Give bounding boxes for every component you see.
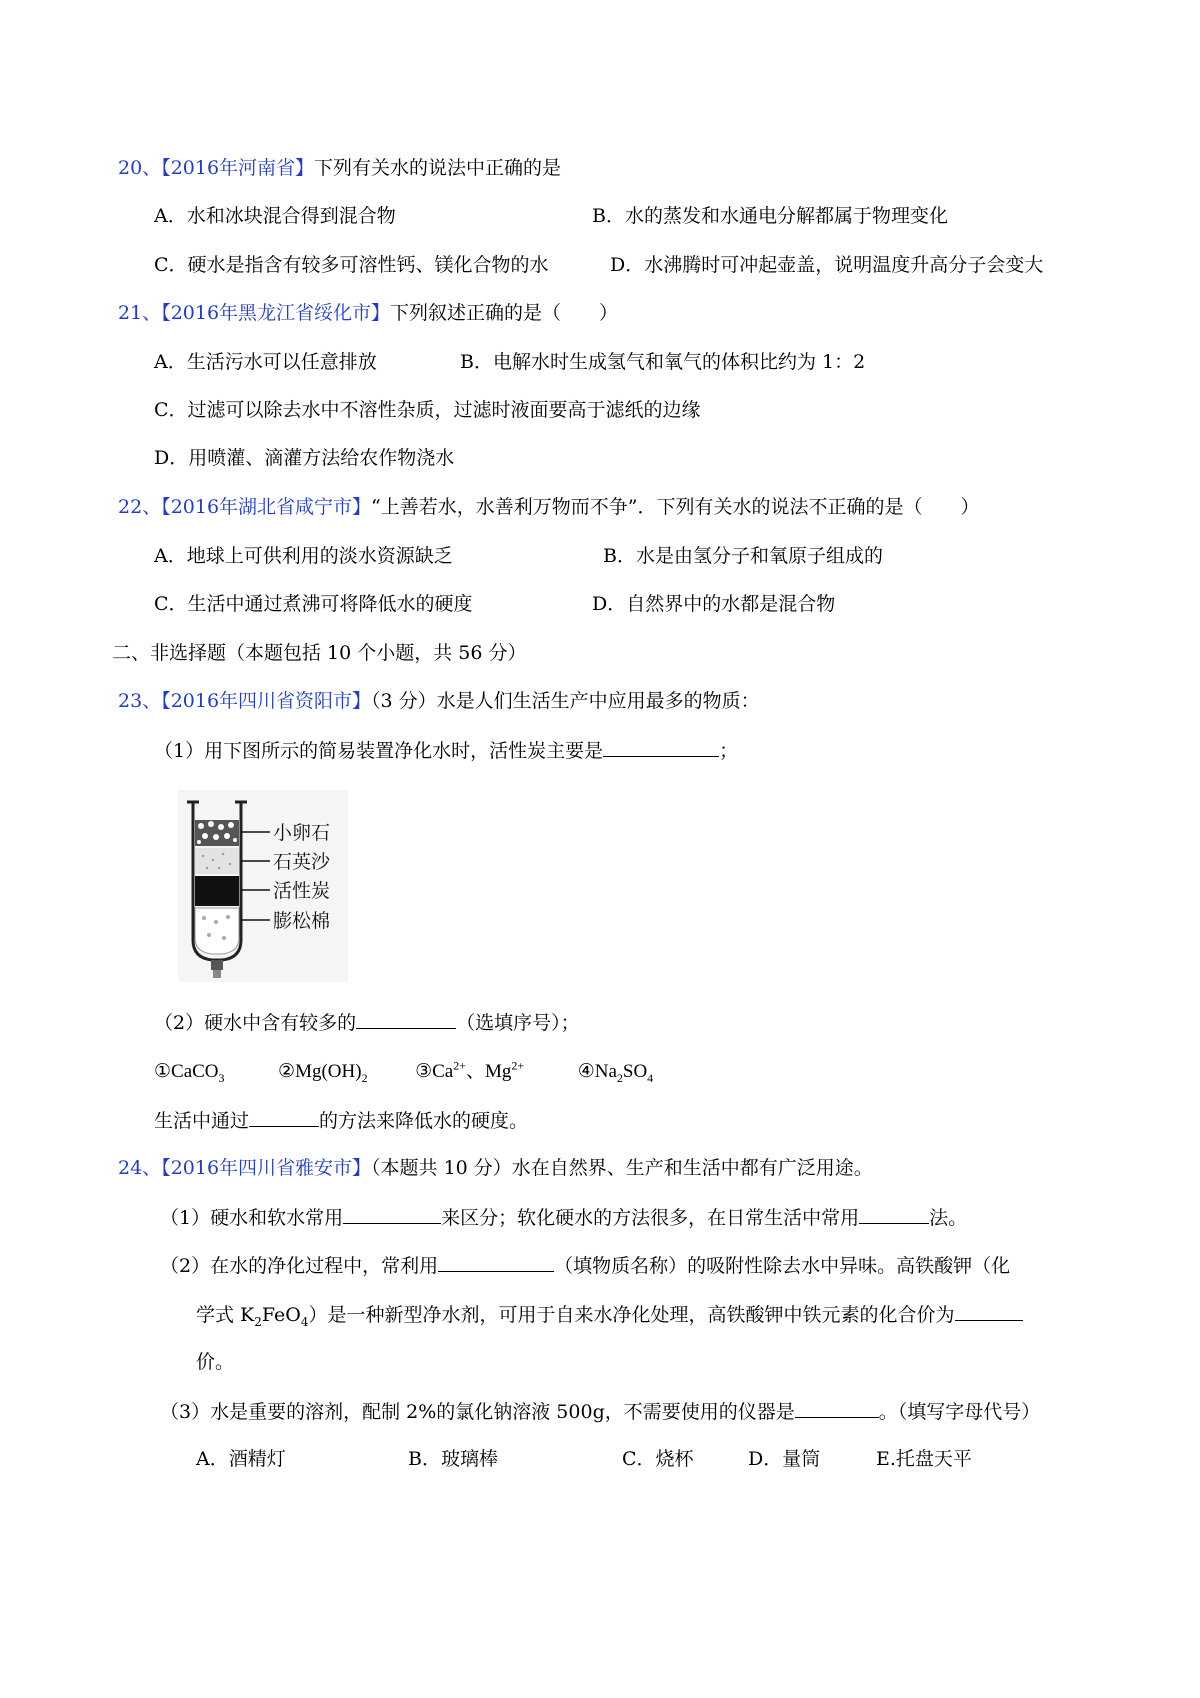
- question-number: 20、: [118, 157, 162, 179]
- option-a: A．酒精灯: [196, 1448, 286, 1470]
- figure-label-cotton: 膨松棉: [273, 910, 331, 932]
- answer-blank: [859, 1205, 929, 1224]
- question-23-part-1: （1）用下图所示的简易装置净化水时，活性炭主要是 ；: [154, 740, 739, 762]
- answer-blank: [356, 1010, 456, 1029]
- option-d: D．自然界中的水都是混合物: [592, 593, 836, 615]
- option-d: D．用喷灌、滴灌方法给农作物浇水: [154, 447, 455, 469]
- choice-1: ①CaCO$_3$: [154, 1061, 225, 1085]
- question-23-part-2: （2）硬水中含有较多的 （选填序号）；: [154, 1012, 580, 1034]
- question-24-part-2-cont: 学式 $K_2FeO_4$）是一种新型净水剂，可用于自来水净化处理，高铁酸钾中铁元素的化合价为: [196, 1302, 1023, 1327]
- question-23-stem: [118, 689, 760, 713]
- answer-blank: [438, 1253, 554, 1272]
- question-21-stem: [118, 301, 618, 325]
- question-24-part-3: （3）水是重要的溶剂，配制 2%的氯化钠溶液 500g，不需要使用的仪器是 。（填写字母代号）: [160, 1401, 1041, 1423]
- question-text: “上善若水，水善利万物而不争”．下列有关水的说法不正确的是（ ）: [371, 496, 980, 518]
- source-tag: 【2016年四川省资阳市】: [161, 690, 372, 712]
- option-c: C．生活中通过煮沸可将降低水的硬度: [154, 593, 473, 615]
- question-23-choices: [154, 1060, 653, 1084]
- question-number: 21、: [118, 302, 162, 324]
- answer-blank: [343, 1205, 441, 1224]
- option-a: A．水和冰块混合得到混合物: [154, 205, 396, 227]
- choice-3: $③Ca^{2+}$、$Mg^{2+}$: [415, 1058, 525, 1082]
- option-e: E.托盘天平: [876, 1448, 972, 1470]
- option-c: C．硬水是指含有较多可溶性钙、镁化合物的水: [154, 254, 549, 276]
- question-20-stem: [118, 156, 561, 180]
- source-tag: 【2016年四川省雅安市】: [161, 1157, 372, 1179]
- purifier-drawing: [178, 790, 348, 982]
- question-text: （本题共 10 分）水在自然界、生产和生活中都有广泛用途。: [371, 1157, 873, 1179]
- question-24-part-2: （2）在水的净化过程中，常利用 （填物质名称）的吸附性除去水中异味。高铁酸钾（化: [160, 1255, 1011, 1277]
- question-24-part-2-end: 价。: [196, 1351, 235, 1373]
- option-d: D．水沸腾时可冲起壶盖，说明温度升高分子会变大: [610, 254, 1044, 276]
- option-a: A．地球上可供利用的淡水资源缺乏: [154, 545, 453, 567]
- answer-blank: [249, 1108, 319, 1127]
- option-d: D．量筒: [748, 1448, 821, 1470]
- water-purifier-figure: [178, 790, 348, 982]
- option-b: B．水是由氢分子和氧原子组成的: [603, 545, 883, 567]
- source-tag: 【2016年湖北省咸宁市】: [161, 496, 372, 518]
- answer-blank: [603, 738, 719, 757]
- choice-2: $②Mg(OH)_2$: [278, 1061, 368, 1085]
- question-number: 23、: [118, 690, 162, 712]
- question-24-stem: [118, 1156, 873, 1180]
- question-23-part-3: 生活中通过 的方法来降低水的硬度。: [154, 1110, 529, 1132]
- option-c: C．过滤可以除去水中不溶性杂质，过滤时液面要高于滤纸的边缘: [154, 399, 701, 421]
- source-tag: 【2016年黑龙江省绥化市】: [161, 302, 391, 324]
- question-number: 22、: [118, 496, 162, 518]
- option-c: C．烧杯: [622, 1448, 694, 1470]
- answer-blank: [955, 1302, 1023, 1321]
- figure-label-pebbles: 小卵石: [273, 822, 331, 844]
- section-heading: 二、非选择题（本题包括 10 个小题，共 56 分）: [112, 642, 527, 664]
- question-number: 24、: [118, 1157, 162, 1179]
- figure-label-activated-carbon: 活性炭: [273, 880, 331, 902]
- question-text: 下列叙述正确的是（ ）: [390, 302, 619, 324]
- choice-4: $④Na_2SO_4$: [577, 1061, 654, 1085]
- source-tag: 【2016年河南省】: [161, 157, 315, 179]
- answer-blank: [795, 1399, 879, 1418]
- option-b: B．玻璃棒: [408, 1448, 498, 1470]
- option-b: B．水的蒸发和水通电分解都属于物理变化: [592, 205, 948, 227]
- question-24-part-1: （1）硬水和软水常用 来区分；软化硬水的方法很多，在日常生活中常用 法。: [160, 1207, 968, 1229]
- question-text: （3 分）水是人们生活生产中应用最多的物质：: [371, 690, 760, 712]
- option-b: B．电解水时生成氢气和氧气的体积比约为 1：2: [460, 351, 866, 373]
- figure-label-quartz-sand: 石英沙: [273, 851, 331, 873]
- question-22-stem: [118, 495, 979, 519]
- question-text: 下列有关水的说法中正确的是: [314, 157, 562, 179]
- option-a: A．生活污水可以任意排放: [154, 351, 377, 373]
